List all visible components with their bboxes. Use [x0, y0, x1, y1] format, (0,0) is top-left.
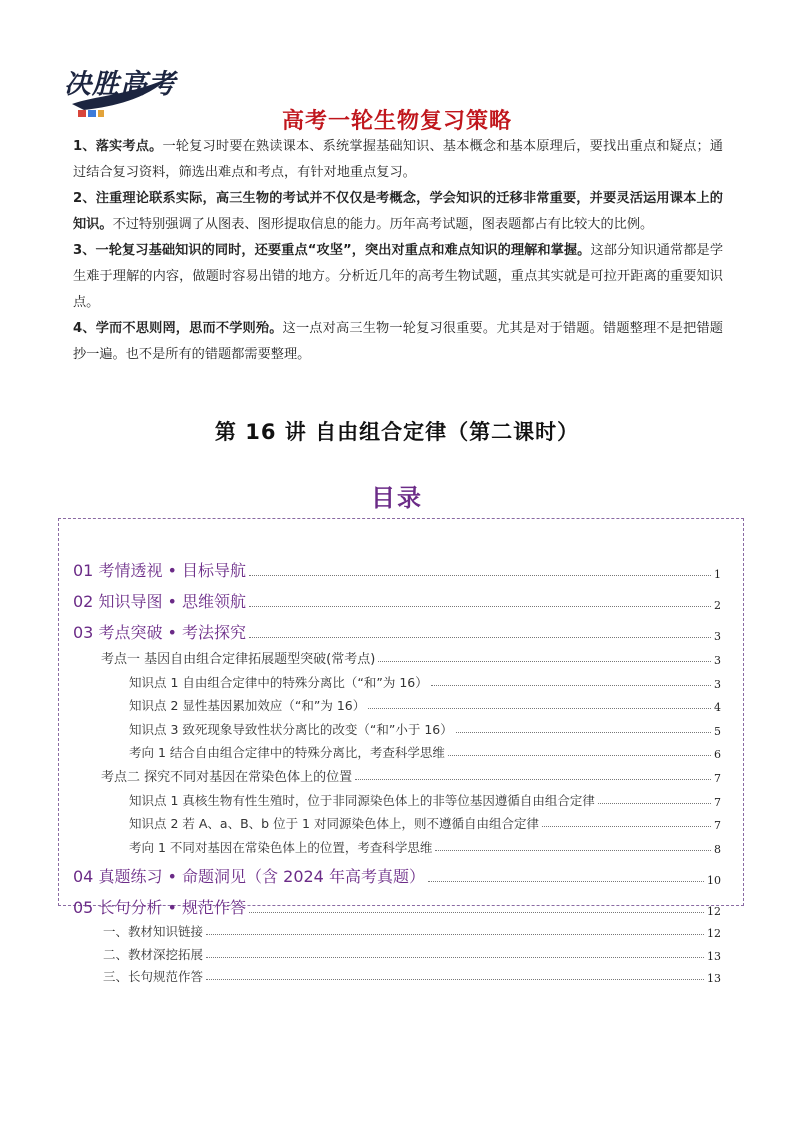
- toc-entry[interactable]: [73, 785, 721, 809]
- tip-text: 这部分知识通常都是学生难于理解的内容，做题时容易出错的地方。分析近几年的高考生物试题，重点其实就是可拉开距离的重要知识点。: [73, 243, 724, 310]
- toc-title: 目录: [371, 484, 423, 512]
- toc-entry[interactable]: [73, 738, 721, 762]
- toc-page-number: 2: [714, 599, 721, 612]
- logo-text: 决胜高考: [64, 69, 176, 100]
- toc-entry-label: 知识点 1 真核生物有性生殖时，位于非同源染色体上的非等位基因遵循自由组合定律: [129, 792, 595, 808]
- toc-entry-label: 03 考点突破 • 考法探究: [73, 623, 247, 642]
- toc-page-number: 7: [714, 772, 721, 785]
- toc-dot-leader: [206, 979, 704, 980]
- toc-page-number: 8: [714, 842, 721, 856]
- toc-dot-leader: [355, 779, 711, 780]
- toc-dot-leader: [431, 685, 711, 686]
- toc-entry-label: 一、教材知识链接: [103, 924, 204, 939]
- toc-page-number: 6: [714, 748, 721, 761]
- toc-entry-label: 05 长句分析 • 规范作答: [73, 897, 247, 917]
- toc-page-number: 5: [714, 724, 721, 738]
- toc-page-number: 1: [714, 568, 721, 581]
- toc-dot-leader: [206, 934, 704, 935]
- toc-entry-label: 考点二 探究不同对基因在常染色体上的位置: [101, 770, 353, 785]
- toc-page-number: 12: [707, 927, 721, 940]
- toc-dot-leader: [598, 803, 711, 804]
- strategy-tips: [73, 134, 723, 368]
- toc-dot-leader: [435, 850, 711, 851]
- tip-text: 一轮复习时要在熟读课本、系统掌握基础知识、基本概念和基本原理后，要找出重点和疑点；通过结合复习资料，筛选出难点和考点，有针对地重点复习。: [73, 139, 723, 180]
- tip-paragraph: [73, 134, 723, 186]
- toc-page-number: 4: [714, 701, 721, 714]
- toc-entry-label: 知识点 2 显性基因累加效应（“和”为 16）: [129, 698, 366, 713]
- toc-entry-label: 知识点 1 自由组合定律中的特殊分离比（“和”为 16）: [129, 674, 428, 690]
- toc-entry[interactable]: [73, 643, 721, 667]
- toc-page-number: 13: [707, 972, 721, 985]
- toc-dot-leader: [249, 912, 704, 913]
- tip-text: 这一点对高三生物一轮复习很重要。尤其是对于错题。错题整理不是把错题抄一遍。也不是所有的错题都需要整理。: [73, 321, 723, 362]
- toc-entry[interactable]: [73, 887, 721, 918]
- toc-page-number: 3: [714, 654, 721, 667]
- toc-entry[interactable]: [73, 918, 721, 941]
- toc-entry[interactable]: [73, 940, 721, 963]
- toc-entry[interactable]: [73, 550, 721, 581]
- tip-paragraph: [73, 186, 723, 238]
- toc-entry-label: 二、教材深挖拓展: [103, 946, 204, 962]
- toc-entry[interactable]: [73, 667, 721, 691]
- toc-page-number: 13: [707, 949, 721, 963]
- toc-page-number: 12: [707, 904, 721, 918]
- toc-entry[interactable]: [73, 832, 721, 856]
- toc-entry-label: 04 真题练习 • 命题洞见（含 2024 年高考真题）: [73, 866, 425, 886]
- toc-entry[interactable]: [73, 612, 721, 643]
- toc-entry-label: 02 知识导图 • 思维领航: [73, 592, 247, 611]
- toc-dot-leader: [206, 957, 704, 958]
- toc-entry[interactable]: [73, 581, 721, 612]
- tip-heading: 3、一轮复习基础知识的同时，还要重点“攻坚”，突出对重点和难点知识的理解和掌握。: [73, 243, 591, 258]
- tip-paragraph: [73, 316, 723, 368]
- table-of-contents: [73, 550, 721, 985]
- tip-heading: 4、学而不思则罔，思而不学则殆。: [73, 321, 283, 336]
- toc-entry-label: 考点一 基因自由组合定律拓展题型突破(常考点): [101, 652, 376, 667]
- tip-heading: 2、注重理论联系实际，高三生物的考试并不仅仅是考概念，学会知识的迁移非常重要，并要灵活运用课本上的知识。: [73, 191, 723, 232]
- toc-page-number: 3: [714, 677, 721, 691]
- toc-dot-leader: [249, 637, 711, 638]
- toc-entry-label: 考向 1 结合自由组合定律中的特殊分离比，考查科学思维: [129, 745, 445, 760]
- toc-dot-leader: [249, 575, 711, 576]
- toc-dot-leader: [456, 732, 711, 733]
- toc-entry-label: 知识点 3 致死现象导致性状分离比的改变（“和”小于 16）: [129, 721, 453, 737]
- toc-entry[interactable]: [73, 963, 721, 986]
- toc-page-number: 3: [714, 630, 721, 643]
- lecture-title: 第 16 讲 自由组合定律（第二课时）: [214, 420, 580, 444]
- toc-page-number: 7: [714, 795, 721, 809]
- tip-text: 不过特别强调了从图表、图形提取信息的能力。历年高考试题，图表题都占有比较大的比例。: [112, 217, 654, 232]
- toc-dot-leader: [448, 755, 711, 756]
- main-title: 高考一轮生物复习策略: [281, 109, 512, 134]
- toc-entry-label: 三、长句规范作答: [103, 969, 204, 984]
- toc-entry[interactable]: [73, 809, 721, 833]
- toc-entry-label: 考向 1 不同对基因在常染色体上的位置，考查科学思维: [129, 839, 433, 855]
- tip-paragraph: [73, 238, 723, 316]
- toc-entry[interactable]: [73, 856, 721, 887]
- toc-dot-leader: [249, 606, 711, 607]
- toc-entry-label: 01 考情透视 • 目标导航: [73, 561, 247, 580]
- toc-dot-leader: [368, 708, 711, 709]
- toc-entry[interactable]: [73, 761, 721, 785]
- toc-entry-label: 知识点 2 若 A、a、B、b 位于 1 对同源染色体上，则不遵循自由组合定律: [129, 816, 539, 831]
- toc-dot-leader: [542, 826, 711, 827]
- toc-dot-leader: [378, 661, 711, 662]
- tip-heading: 1、落实考点。: [73, 139, 163, 154]
- toc-dot-leader: [428, 881, 704, 882]
- toc-page-number: 7: [714, 819, 721, 832]
- toc-page-number: 10: [707, 873, 721, 887]
- toc-entry[interactable]: [73, 691, 721, 715]
- toc-entry[interactable]: [73, 714, 721, 738]
